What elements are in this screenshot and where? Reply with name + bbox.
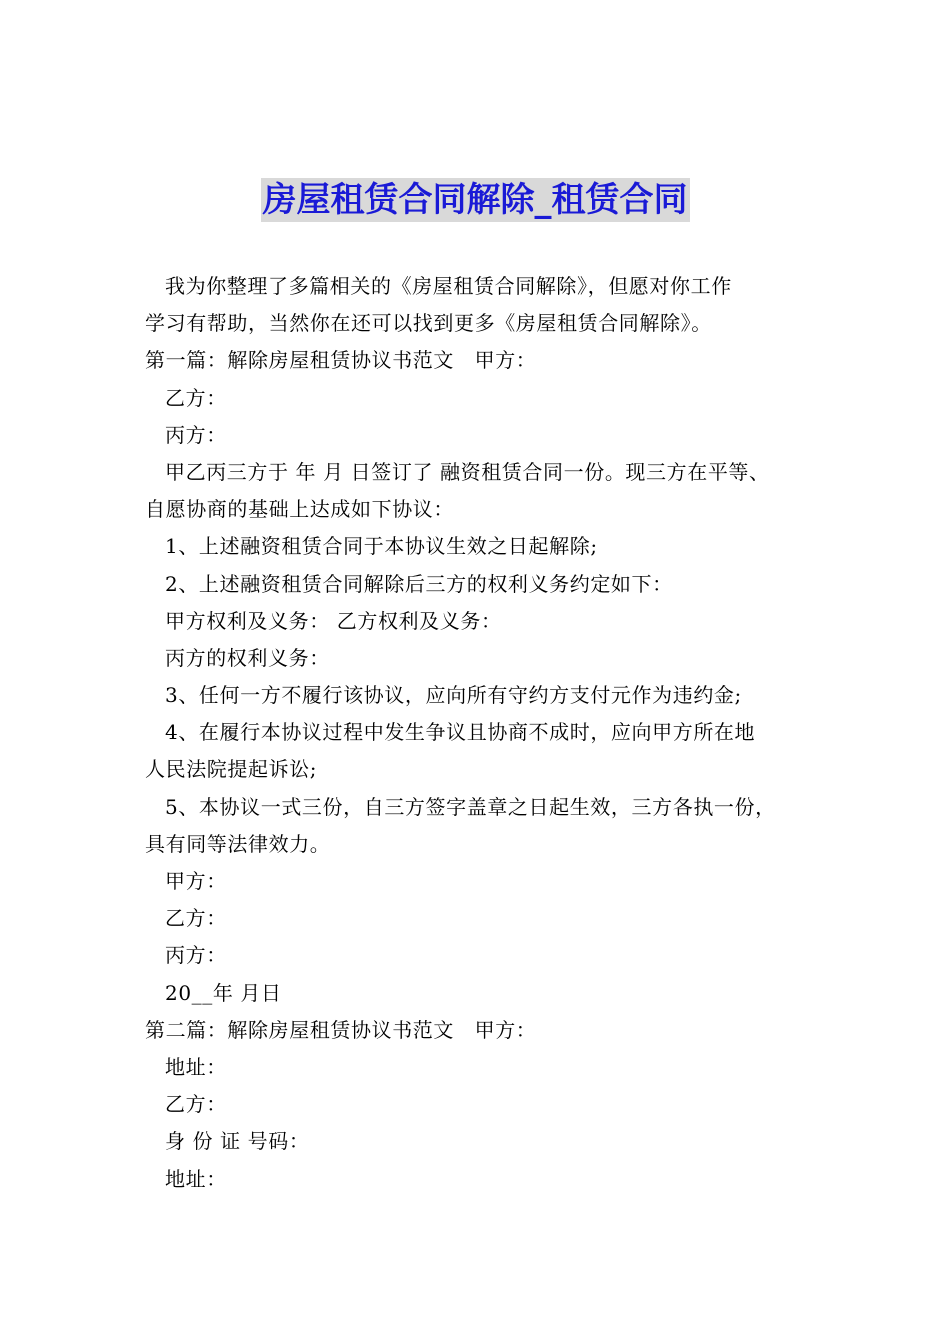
document-body (145, 268, 835, 1198)
paragraph-line: 第二篇：解除房屋租赁协议书范文 甲方： (145, 1017, 537, 1042)
paragraph-line: 丙方的权利义务： (165, 645, 330, 670)
paragraph-line: 乙方： (165, 1092, 227, 1117)
paragraph-line: 5、本协议一式三份，自三方签字盖章之日起生效，三方各执一份， (165, 794, 776, 819)
paragraph-line: 自愿协商的基础上达成如下协议： (145, 497, 454, 522)
title-container (0, 178, 950, 222)
paragraph-line: 乙方： (165, 906, 227, 931)
paragraph-line: 3、任何一方不履行该协议，应向所有守约方支付元作为违约金; (165, 683, 742, 708)
paragraph-line: 甲方权利及义务： 乙方权利及义务： (165, 608, 502, 633)
paragraph-line: 我为你整理了多篇相关的《房屋租赁合同解除》，但愿对你工作 (165, 274, 732, 298)
paragraph-line: 第一篇：解除房屋租赁协议书范文 甲方： (145, 348, 537, 373)
paragraph-line: 地址： (165, 1166, 227, 1191)
paragraph-line: 具有同等法律效力。 (145, 831, 331, 856)
paragraph-line: 4、在履行本协议过程中发生争议且协商不成时，应向甲方所在地 (165, 720, 756, 745)
paragraph-line: 人民法院提起诉讼; (145, 757, 318, 782)
paragraph-line: 地址： (165, 1054, 227, 1079)
paragraph-line: 丙方： (165, 422, 227, 447)
paragraph-line: 学习有帮助，当然你在还可以找到更多《房屋租赁合同解除》。 (145, 311, 712, 336)
paragraph-line: 甲方： (165, 869, 227, 893)
paragraph-line: 身 份 证 号码： (165, 1129, 310, 1154)
document-title: 房屋租赁合同解除_租赁合同 (262, 180, 688, 220)
paragraph-line: 甲乙丙三方于 年 月 日签订了 融资租赁合同一份。现三方在平等、 (165, 459, 770, 484)
paragraph-line: 乙方： (165, 385, 227, 410)
paragraph-line: 1、上述融资租赁合同于本协议生效之日起解除; (165, 534, 598, 559)
paragraph-line: 2、上述融资租赁合同解除后三方的权利义务约定如下： (165, 571, 673, 596)
paragraph-line: 丙方： (165, 943, 227, 968)
paragraph-line: 20__年 月日 (165, 980, 282, 1005)
